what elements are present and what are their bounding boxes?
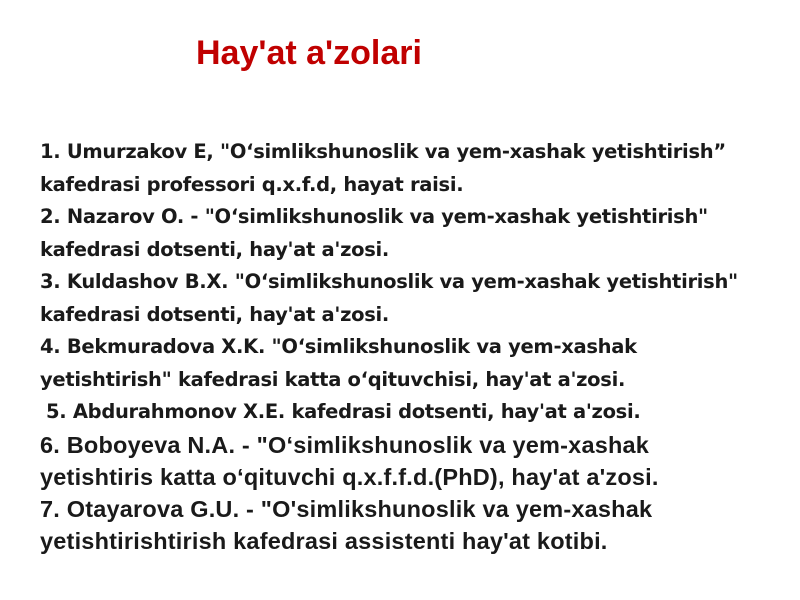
member-3-line-1: 3. Kuldashov B.X. "O‘simlikshunoslik va yem-xashak yetishtirish" bbox=[40, 270, 738, 293]
member-4-line-1: 4. Bekmuradova X.K. "O‘simlikshunoslik va yem-xashak bbox=[40, 335, 637, 358]
member-6-line-2: yetishtiris katta o‘qituvchi q.x.f.f.d.(PhD), hay'at a'zosi. bbox=[40, 463, 659, 490]
member-5-line-1: 5. Abdurahmonov X.E. kafedrasi dotsenti, hay'at a'zosi. bbox=[46, 400, 641, 423]
member-3-line-2: kafedrasi dotsenti, hay'at a'zosi. bbox=[40, 302, 390, 326]
member-list bbox=[40, 136, 780, 557]
member-1-line-1: 1. Umurzakov E, "O‘simlikshunoslik va yem-xashak yetishtirish” bbox=[40, 140, 726, 163]
member-6-line-1: 6. Boboyeva N.A. - "O‘simlikshunoslik va yem-xashak bbox=[40, 431, 650, 458]
member-7-line-2: yetishtirishtirish kafedrasi assistenti hay'at kotibi. bbox=[40, 527, 608, 554]
member-2-line-2: kafedrasi dotsenti, hay'at a'zosi. bbox=[40, 237, 390, 261]
member-7-line-1: 7. Otayarova G.U. - "O'simlikshunoslik va yem-xashak bbox=[40, 495, 653, 522]
member-1-line-2: kafedrasi professori q.x.f.d, hayat raisi. bbox=[40, 172, 464, 196]
slide-title: Hay'at a'zolari bbox=[196, 34, 422, 72]
member-4-line-2: yetishtirish" kafedrasi katta o‘qituvchisi, hay'at a'zosi. bbox=[40, 367, 626, 391]
member-2-line-1: 2. Nazarov O. - "O‘simlikshunoslik va yem-xashak yetishtirish" bbox=[40, 205, 708, 228]
